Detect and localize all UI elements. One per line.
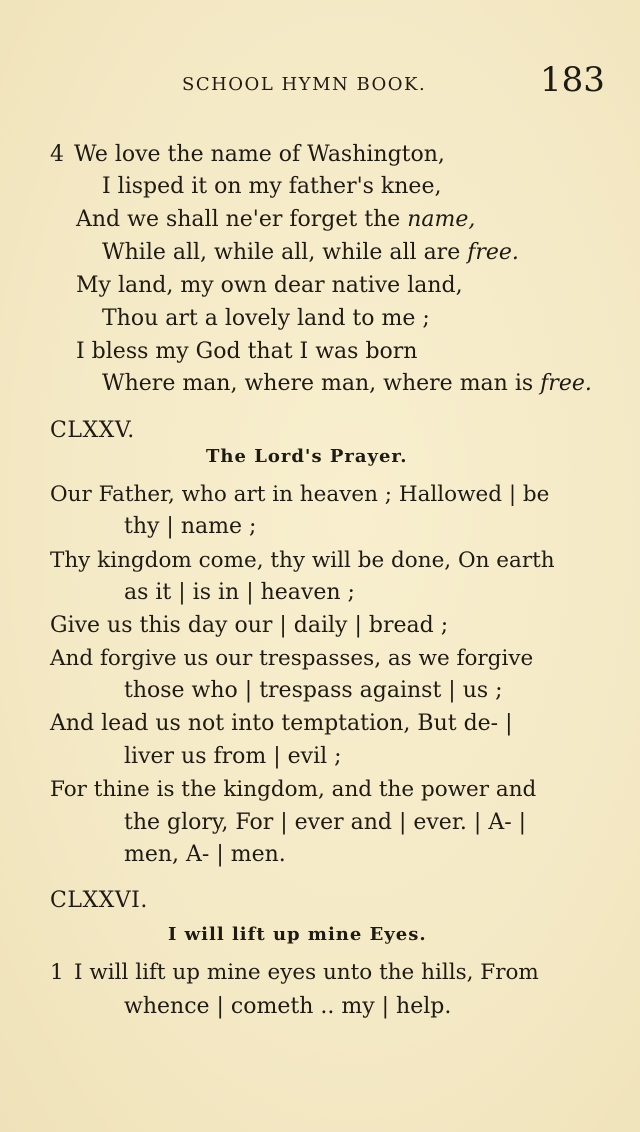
italic-word: name, [407, 207, 476, 232]
chant-line: as it | is in | heaven ; [124, 580, 355, 605]
verse-line: I bless my God that I was born [76, 339, 418, 364]
chant-line: Give us this day our | daily | bread ; [50, 613, 449, 638]
italic-word: free. [467, 240, 519, 265]
verse-number: 1 [50, 960, 64, 985]
verse-line: 1 I will lift up mine eyes unto the hills, From [50, 958, 539, 988]
chant-line: Our Father, who art in heaven ; Hallowed | be [50, 482, 550, 507]
chant-line: those who | trespass against | us ; [124, 678, 503, 703]
hymn-number: CLXXVI. [50, 888, 148, 913]
italic-word: free. [540, 371, 592, 396]
verse-line: And we shall ne'er forget the name, [76, 207, 476, 232]
verse-line: I lisped it on my father's knee, [102, 174, 442, 199]
hymn-title: I will lift up mine Eyes. [168, 924, 427, 945]
verse-number: 4 [50, 142, 64, 167]
verse-line: While all, while all, while all are free. [102, 240, 519, 265]
chant-line: And forgive us our trespasses, as we forgive [50, 646, 534, 671]
verse-line: 4 We love the name of Washington, [50, 140, 445, 170]
verse-line: whence | cometh .. my | help. [124, 994, 452, 1019]
chant-line: thy | name ; [124, 514, 257, 539]
verse-line: My land, my own dear native land, [76, 273, 463, 298]
page-number: 183 [540, 60, 605, 100]
chant-line: liver us from | evil ; [124, 744, 342, 769]
verse-line: Thou art a lovely land to me ; [102, 306, 430, 331]
running-head: SCHOOL HYMN BOOK. [182, 74, 427, 95]
chant-line: And lead us not into temptation, But de- | [50, 711, 513, 736]
verse-line: Where man, where man, where man is free. [102, 371, 592, 396]
chant-line: the glory, For | ever and | ever. | A- | [124, 810, 527, 835]
chant-line: men, A- | men. [124, 842, 286, 867]
chant-line: For thine is the kingdom, and the power and [50, 777, 537, 802]
chant-line: Thy kingdom come, thy will be done, On earth [50, 548, 555, 573]
hymn-number: CLXXV. [50, 418, 135, 443]
hymn-title: The Lord's Prayer. [206, 446, 408, 467]
